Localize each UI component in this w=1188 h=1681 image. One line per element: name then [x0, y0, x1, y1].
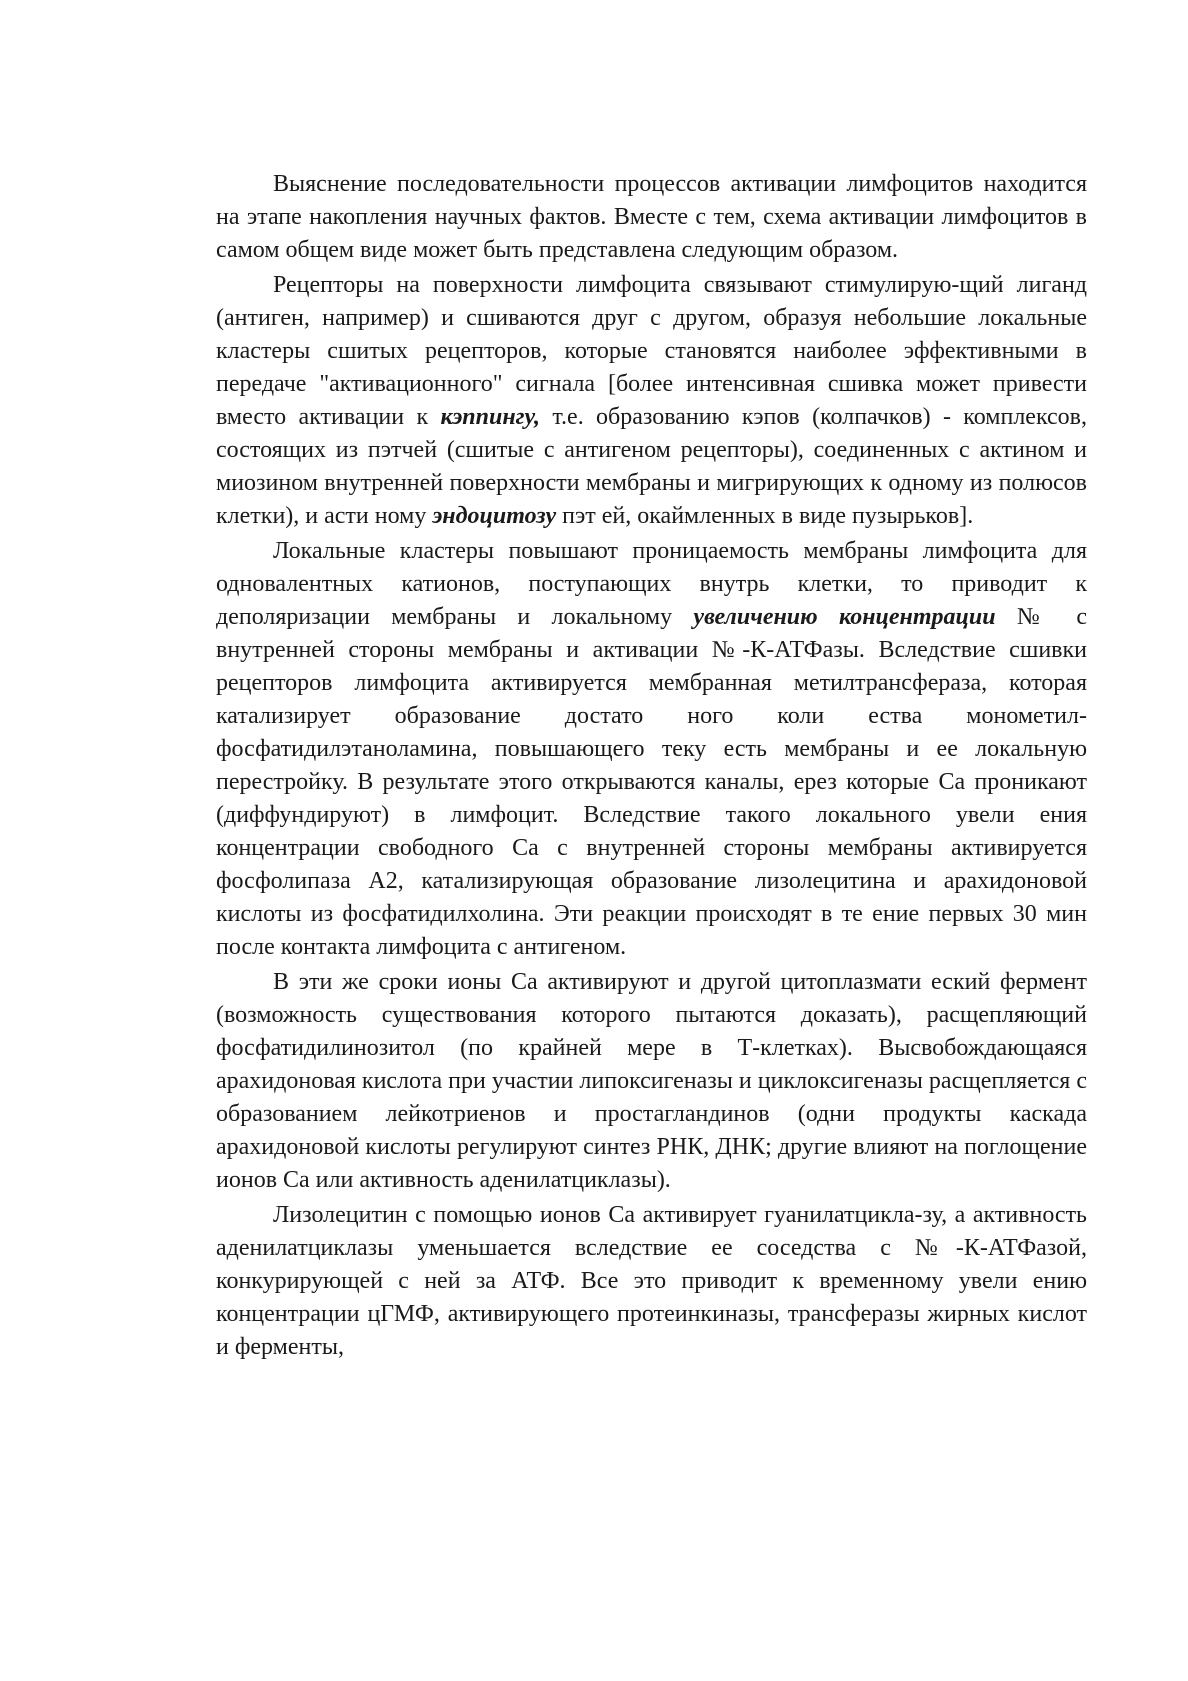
emphasized-term-concentration: увеличению концентрации: [693, 604, 996, 630]
paragraph-text: пэт ей, окаймленных в виде пузырьков].: [556, 503, 974, 529]
paragraph-5: [216, 1199, 1087, 1364]
document-body: [216, 168, 1087, 1366]
paragraph-text: В эти же сроки ионы Са активируют и другой цитоплазмати еский фермент (возможность существования которого пытаются доказать), расщепляющий фосфатидилинозитол (по крайней мере в Т-клетках). Высвобождающаяся арахидоновая кислота при участии липоксигеназы и циклоксигеназы расщепляется с образованием лейкотриенов и простагландинов (одни продукты каскада арахидоновой кислоты регулируют синтез РНК, ДНК; другие влияют на поглощение ионов Са или активность аденилатциклазы).: [216, 969, 1087, 1193]
paragraph-2: [216, 269, 1087, 533]
emphasized-term-endocytosis: эндоцитозу: [432, 503, 557, 529]
paragraph-text: Лизолецитин с помощью ионов Са активирует гуанилатцикла-зу, а активность аденилатциклазы уменьшается вследствие ее соседства с №-К-АТФазой, конкурирующей с ней за АТФ. Все это приводит к временному увели ению концентрации цГМФ, активирующего протеинкиназы, трансферазы жирных кислот и ферменты,: [216, 1202, 1087, 1360]
paragraph-text: Выяснение последовательности процессов активации лимфоцитов находится на этапе накопления научных фактов. Вместе с тем, схема активации лимфоцитов в самом общем виде может быть представлена следующим образом.: [216, 171, 1087, 263]
paragraph-text: Рецепторы на поверхности лимфоцита связывают стимулирую-щий лиганд (антиген, например) и сшиваются друг с другом, образуя небольшие локальные кластеры сшитых рецепторов, которые становятся наиболее эффективными в передаче "активационного" сигнала [более интенсивная сшивка может привести вместо активации к: [216, 272, 1087, 430]
paragraph-text: т.е. образованию кэпов (колпачков) - комплексов, состоящих из пэтчей (сшитые с антигеном рецепторы), соединенных с актином и миозином внутренней поверхности мембраны и мигрирующих к одному из полюсов клетки), и асти ному: [216, 404, 1087, 529]
paragraph-text: № с внутренней стороны мембраны и активации №-К-АТФазы. Вследствие сшивки рецепторов лимфоцита активируется мембранная метилтрансфераза, которая катализирует образование достато ного коли ества монометил-фосфатидилэтаноламина, повышающего теку есть мембраны и ее локальную перестройку. В результате этого открываются каналы, ерез которые Са проникают (диффундируют) в лимфоцит. Вследствие такого локального увели ения концентрации свободного Са с внутренней стороны мембраны активируется фосфолипаза А2, катализирующая образование лизолецитина и арахидоновой кислоты из фосфатидилхолина. Эти реакции происходят в те ение первых 30 мин после контакта лимфоцита с антигеном.: [216, 604, 1088, 960]
paragraph-4: [216, 966, 1087, 1197]
emphasized-term-capping: кэппингу,: [440, 404, 540, 430]
paragraph-1: [216, 168, 1087, 267]
paragraph-text: Локальные кластеры повышают проницаемость мембраны лимфоцита для одновалентных катионов, поступающих внутрь клетки, то приводит к деполяризации мембраны и локальному: [216, 538, 1087, 630]
paragraph-3: [216, 535, 1087, 964]
